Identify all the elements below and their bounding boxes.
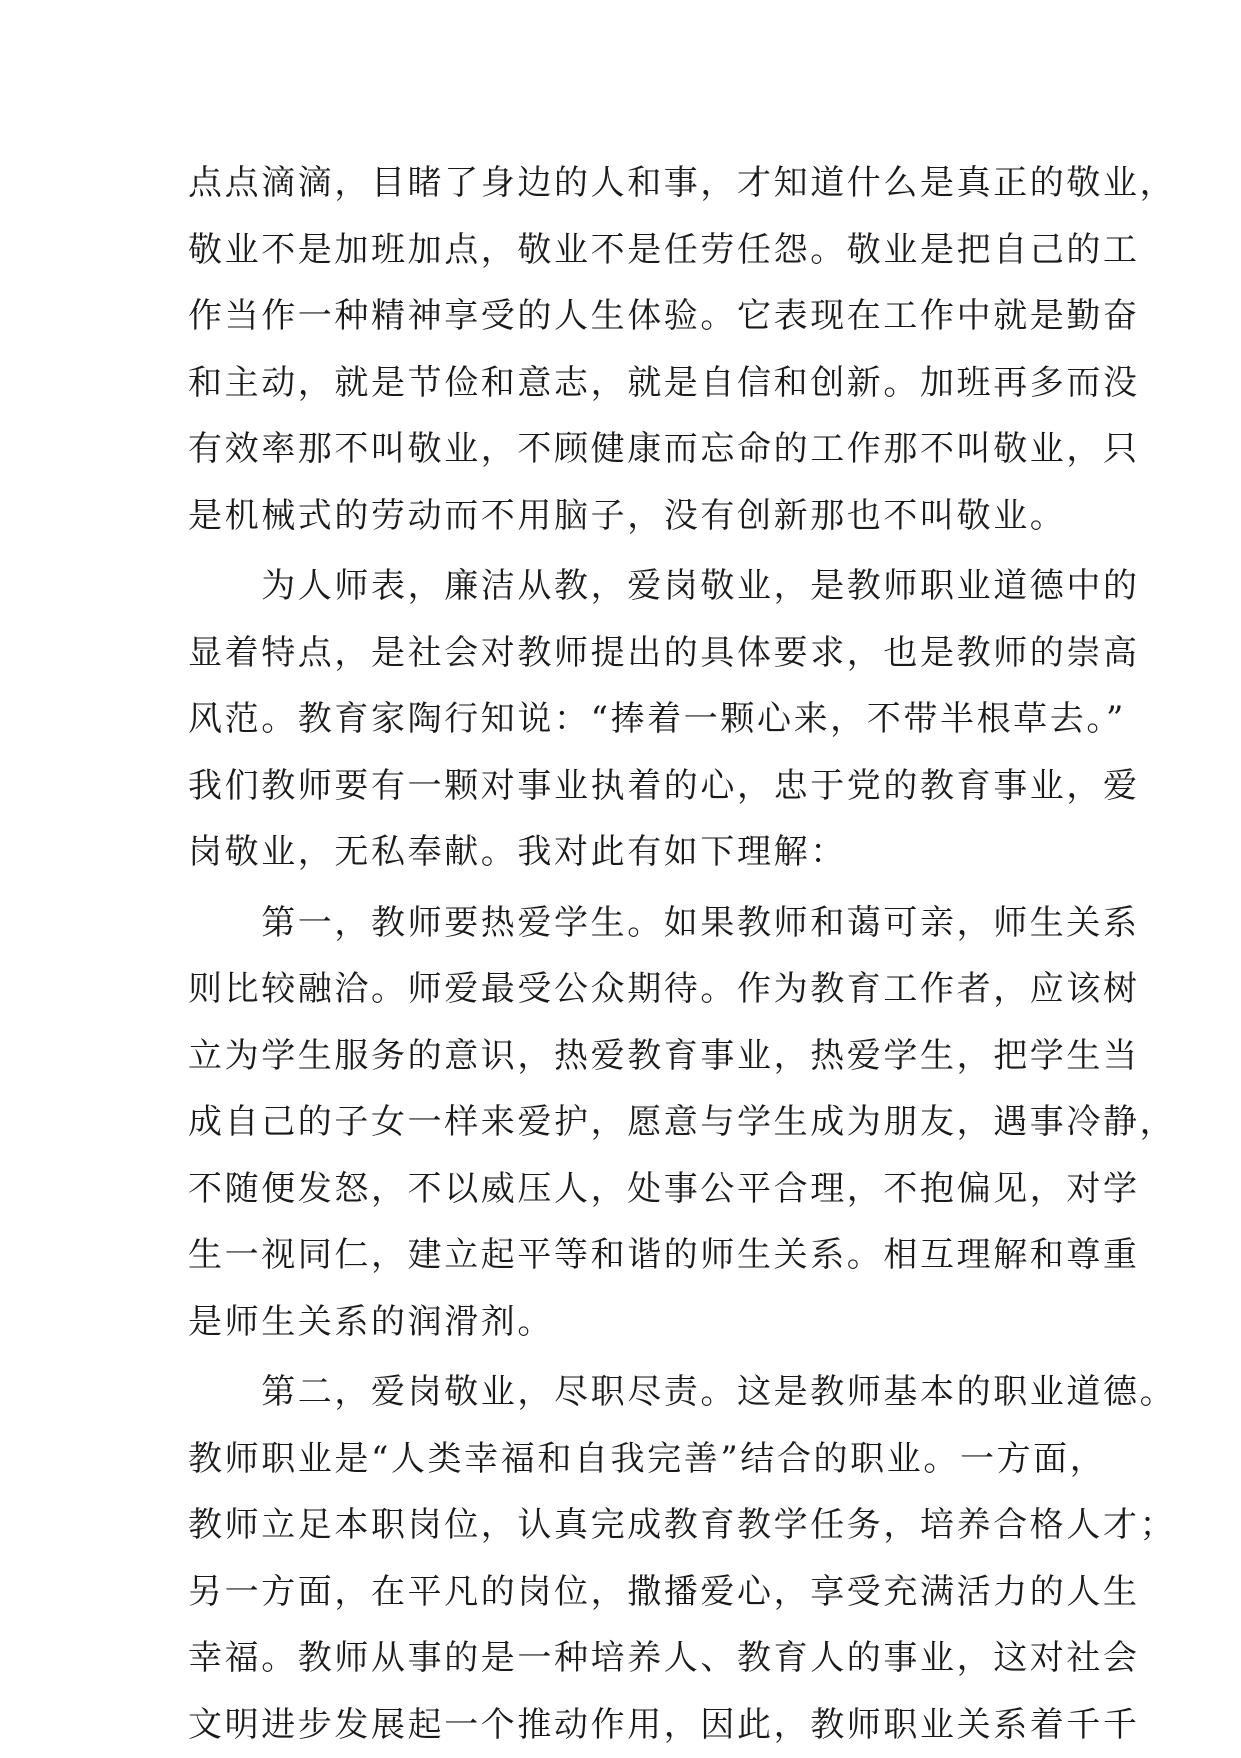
text-line: 显着特点，是社会对教师提出的具体要求，也是教师的崇高 bbox=[188, 620, 1058, 687]
text-line: 和主动，就是节俭和意志，就是自信和创新。加班再多而没 bbox=[188, 350, 1058, 417]
text-line: 教师职业是“人类幸福和自我完善”结合的职业。一方面， bbox=[188, 1426, 1058, 1493]
document-body bbox=[188, 150, 1058, 1758]
paragraph-4 bbox=[188, 1359, 1058, 1758]
text-line: 是机械式的劳动而不用脑子，没有创新那也不叫敬业。 bbox=[188, 483, 1058, 550]
text-line: 成自己的子女一样来爱护，愿意与学生成为朋友，遇事冷静， bbox=[188, 1089, 1058, 1156]
paragraph-1 bbox=[188, 150, 1058, 549]
text-line: 为人师表，廉洁从教，爱岗敬业，是教师职业道德中的 bbox=[188, 553, 1058, 620]
text-line: 岗敬业，无私奉献。我对此有如下理解： bbox=[188, 819, 1058, 886]
text-line: 立为学生服务的意识，热爱教育事业，热爱学生，把学生当 bbox=[188, 1023, 1058, 1090]
text-line: 有效率那不叫敬业，不顾健康而忘命的工作那不叫敬业，只 bbox=[188, 416, 1058, 483]
text-line: 另一方面，在平凡的岗位，撒播爱心，享受充满活力的人生 bbox=[188, 1559, 1058, 1626]
text-line: 我们教师要有一颗对事业执着的心，忠于党的教育事业，爱 bbox=[188, 753, 1058, 820]
text-line: 幸福。教师从事的是一种培养人、教育人的事业，这对社会 bbox=[188, 1625, 1058, 1692]
text-line: 生一视同仁，建立起平等和谐的师生关系。相互理解和尊重 bbox=[188, 1222, 1058, 1289]
text-line: 是师生关系的润滑剂。 bbox=[188, 1289, 1058, 1356]
paragraph-3 bbox=[188, 890, 1058, 1356]
paragraph-2 bbox=[188, 553, 1058, 886]
text-line: 敬业不是加班加点，敬业不是任劳任怨。敬业是把自己的工 bbox=[188, 217, 1058, 284]
text-line: 则比较融洽。师爱最受公众期待。作为教育工作者，应该树 bbox=[188, 956, 1058, 1023]
text-line: 作当作一种精神享受的人生体验。它表现在工作中就是勤奋 bbox=[188, 283, 1058, 350]
text-line: 文明进步发展起一个推动作用，因此，教师职业关系着千千 bbox=[188, 1692, 1058, 1758]
text-line: 第二，爱岗敬业，尽职尽责。这是教师基本的职业道德。 bbox=[188, 1359, 1058, 1426]
text-line: 风范。教育家陶行知说：“捧着一颗心来，不带半根草去。” bbox=[188, 686, 1058, 753]
text-line: 点点滴滴，目睹了身边的人和事，才知道什么是真正的敬业， bbox=[188, 150, 1058, 217]
text-line: 教师立足本职岗位，认真完成教育教学任务，培养合格人才； bbox=[188, 1492, 1058, 1559]
text-line: 不随便发怒，不以威压人，处事公平合理，不抱偏见，对学 bbox=[188, 1156, 1058, 1223]
text-line: 第一，教师要热爱学生。如果教师和蔼可亲，师生关系 bbox=[188, 890, 1058, 957]
